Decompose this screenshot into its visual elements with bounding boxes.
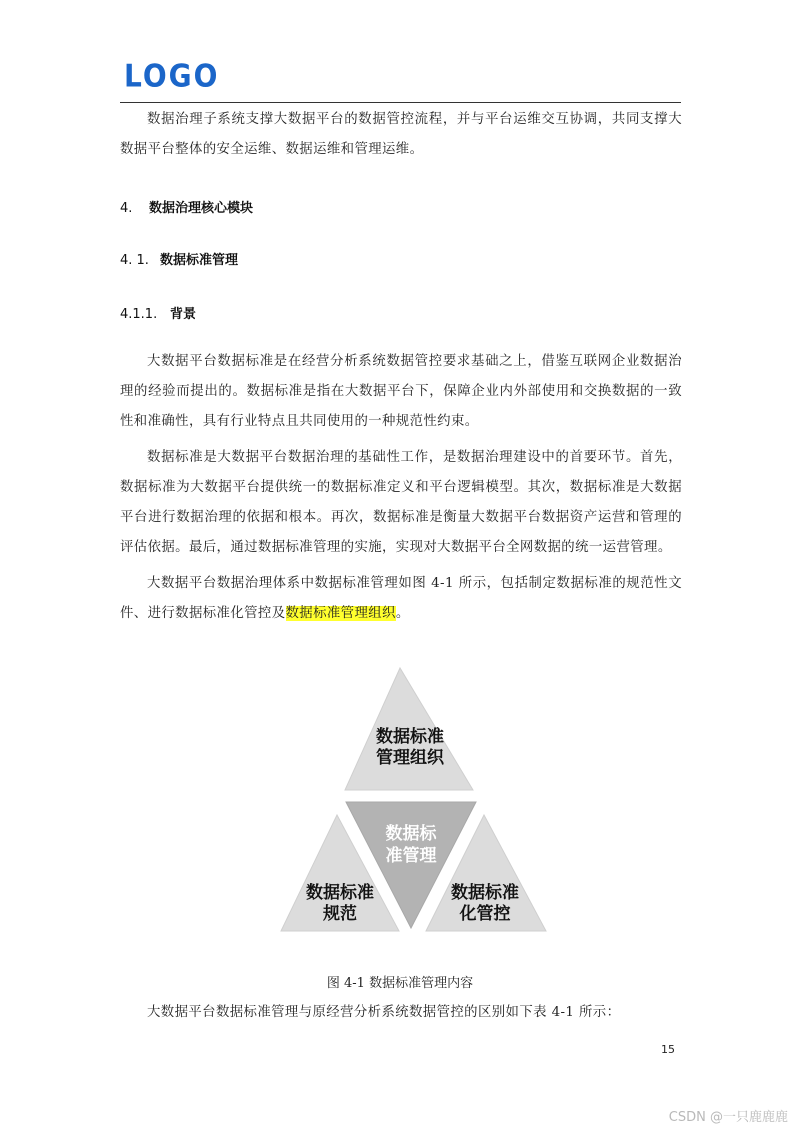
company-logo: LOGO <box>124 58 220 95</box>
top-label-line1: 数据标准 <box>376 727 444 747</box>
top-label-line2: 管理组织 <box>376 748 444 768</box>
section-heading-4-1-1 <box>120 303 196 322</box>
heading-title: 背景 <box>170 307 197 322</box>
header-divider <box>120 102 681 103</box>
background-paragraph-2: 数据标准是大数据平台数据治理的基础性工作，是数据治理建设中的首要环节。首先，数据标准为大数据平台提供统一的数据标准定义和平台逻辑模型。其次，数据标准是大数据平台进行数据治理的依据和根本。再次，数据标准是衡量大数据平台数据资产运营和管理的评估依据。最后，通过数据标准管理的实施，实现对大数据平台全网数据的统一运营管理。 <box>120 450 682 555</box>
heading-title: 数据治理核心模块 <box>149 201 254 216</box>
closing-paragraph: 大数据平台数据标准管理与原经营分析系统数据管控的区别如下表 4-1 所示： <box>147 1005 621 1020</box>
background-paragraph-3 <box>120 569 682 629</box>
center-label-line2: 准管理 <box>385 846 437 866</box>
center-label-line1: 数据标 <box>385 824 437 844</box>
source-watermark: CSDN @一只鹿鹿鹿 <box>668 1110 788 1125</box>
page-number: 15 <box>661 1043 675 1056</box>
triangle-diagram <box>270 660 560 940</box>
heading-number: 4. <box>120 201 133 216</box>
left-label-line2: 规范 <box>323 904 357 924</box>
highlighted-text: 数据标准管理组织 <box>285 606 396 621</box>
right-label-line1: 数据标准 <box>451 883 519 903</box>
heading-number: 4.1.1. <box>120 307 158 322</box>
paragraph-text: 大数据平台数据治理体系中数据标准管理如图 4-1 所示，包括制定数据标准的规范性文件、进行数据标准化管控及 <box>120 576 682 621</box>
heading-number: 4. 1. <box>120 253 149 268</box>
intro-paragraph: 数据治理子系统支撑大数据平台的数据管控流程，并与平台运维交互协调，共同支撑大数据平台整体的安全运维、数据运维和管理运维。 <box>120 112 682 157</box>
section-heading-4 <box>120 197 253 216</box>
left-label-line1: 数据标准 <box>306 883 374 903</box>
figure-caption: 图 4-1 数据标准管理内容 <box>326 976 474 991</box>
paragraph-text-end: 。 <box>395 606 410 621</box>
right-label-line2: 化管控 <box>459 904 511 924</box>
section-heading-4-1 <box>120 249 238 268</box>
background-paragraph-1: 大数据平台数据标准是在经营分析系统数据管控要求基础之上，借鉴互联网企业数据治理的经验而提出的。数据标准是指在大数据平台下，保障企业内外部使用和交换数据的一致性和准确性，具有行业特点且共同使用的一种规范性约束。 <box>120 354 682 429</box>
data-standard-management-figure <box>270 660 560 940</box>
heading-title: 数据标准管理 <box>160 253 239 268</box>
